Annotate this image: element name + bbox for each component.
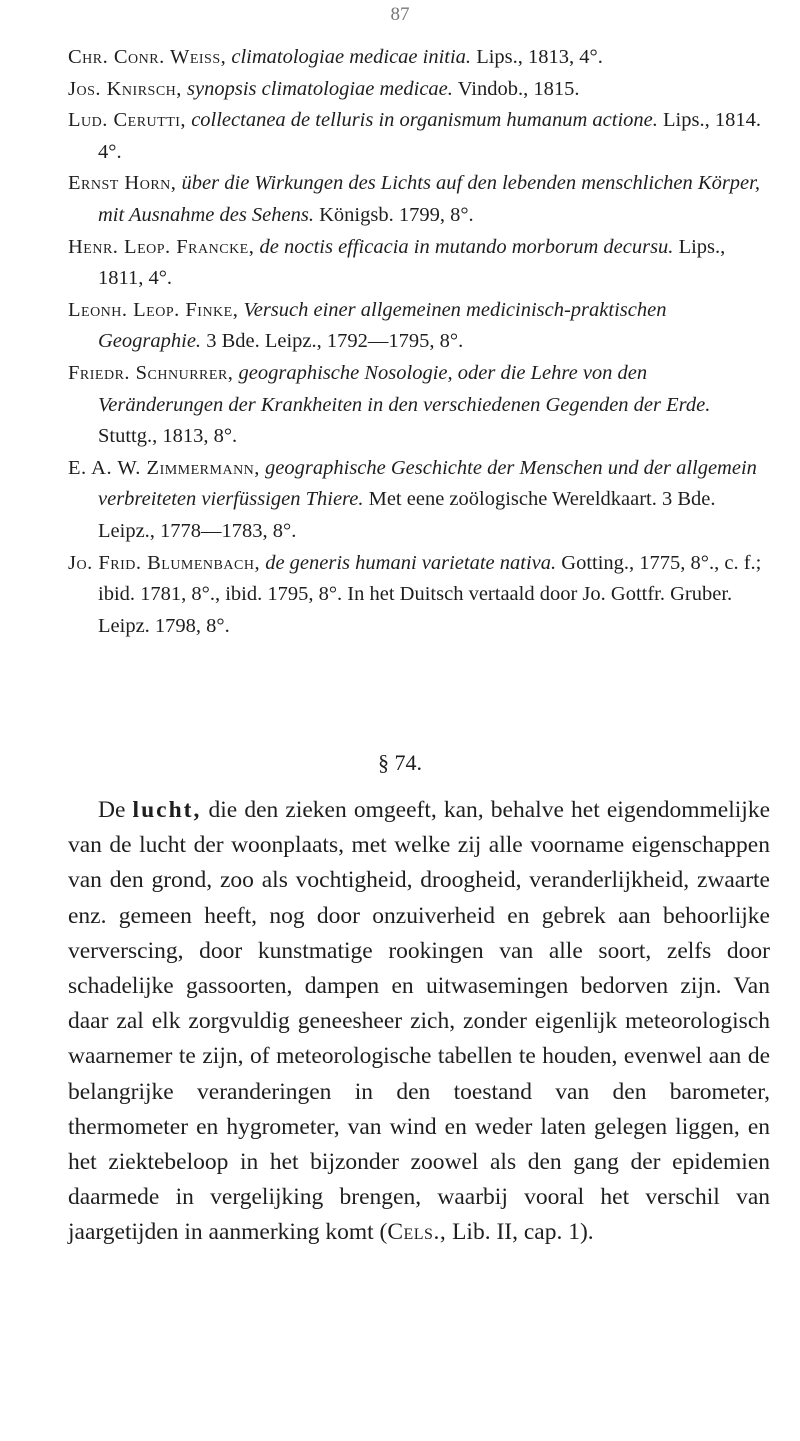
entry-publication: Lips., 1811, 4°.: [98, 235, 726, 290]
entry-title: geographische Geschichte der Menschen und der allgemein verbreiteten vierfüssigen Thiere.: [98, 456, 757, 511]
entry-author: Jo. Frid. Blumenbach,: [68, 551, 261, 574]
paragraph-emphasis: lucht,: [132, 797, 202, 823]
entry-author: Chr. Conr. Weiss,: [68, 46, 227, 68]
paragraph-reference-tail: Lib. II, cap. 1).: [452, 1219, 594, 1246]
entry-publication: Stuttg., 1813, 8°.: [98, 425, 238, 448]
entry-author: E. A. W. Zimmermann,: [68, 456, 260, 479]
entry-title: geographische Nosologie, oder die Lehre von den Veränderungen der Krankheiten in den verschiedenen Gegenden der Erde.: [98, 361, 711, 416]
entry-author: Lud. Cerutti,: [68, 109, 187, 132]
entry-title: über die Wirkungen des Lichts auf den lebenden menschlichen Körper, mit Ausnahme des Sehens.: [98, 172, 760, 226]
bibliography-entry: [68, 295, 768, 358]
bibliography-entry: [68, 453, 768, 548]
paragraph-reference-author: Cels.,: [387, 1219, 447, 1246]
entry-publication: Lips., 1813, 4°.: [476, 46, 603, 68]
entry-author: Leonh. Leop. Finke,: [68, 298, 239, 321]
paragraph-body: die den zieken omgeeft, kan, behalve het eigendommelijke van de lucht der woonplaats, met welke zij alle voorname eigenschappen van den grond, zoo als vochtigheid, droogheid, veranderlijkheid, zwaarte enz. gemeen heeft, nog door onzuiverheid en gebrek aan behoorlijke ververscing, door kunstmatige rookingen van alle soort, zelfs door schadelijke gassoorten, dampen en uitwasemingen bedorven zijn. Van daar zal elk zorgvuldig geneesheer zich, zonder eigenlijk meteorologisch waarnemer te zijn, of meteorologische tabellen te houden, evenwel aan de belangrijke veranderingen in den toestand van den barometer, thermometer en hygrometer, van wind en weder laten gelegen liggen, en het ziektebeloop in het bijzonder zoowel als den gang der epidemien daarmede in vergelijking brengen, waarbij vooral het verschil van jaargetijden in aanmerking komt (: [68, 797, 771, 1246]
bibliography-entry: [68, 232, 768, 295]
entry-publication: Lips., 1814. 4°.: [98, 109, 761, 163]
page-number: 87: [390, 4, 410, 25]
entry-author: Henr. Leop. Francke,: [68, 235, 255, 258]
entry-title: de noctis efficacia in mutando morborum decursu.: [259, 235, 674, 258]
bibliography-entry: [68, 105, 768, 168]
bibliography-entry: [68, 42, 768, 74]
bibliography-list: [68, 42, 768, 642]
bibliography-entry: [68, 168, 768, 231]
entry-title: Versuch einer allgemeinen medicinisch-praktischen Geographie.: [98, 298, 667, 353]
entry-author: Jos. Knirsch,: [68, 77, 182, 100]
entry-publication: 3 Bde. Leipz., 1792—1795, 8°.: [206, 330, 464, 353]
entry-title: de generis humani varietate nativa.: [265, 551, 557, 574]
entry-publication: Gotting., 1775, 8°., c. f.; ibid. 1781, 8°., ibid. 1795, 8°. In het Duitsch vertaald door Jo. Gottfr. Gruber. Leipz. 1798, 8°.: [98, 551, 762, 637]
entry-title: climatologiae medicae initia.: [231, 46, 472, 68]
bibliography-entry: [68, 358, 768, 453]
section-heading: § 74.: [378, 750, 422, 775]
entry-publication: Vindob., 1815.: [457, 77, 580, 100]
entry-author: Friedr. Schnurrer,: [68, 361, 234, 384]
entry-title: collectanea de telluris in organismum humanum actione.: [191, 109, 658, 132]
entry-author: Ernst Horn,: [68, 172, 177, 195]
section-paragraph: [68, 793, 770, 1251]
paragraph-lead-word: De: [98, 797, 126, 823]
bibliography-entry: [68, 548, 768, 643]
entry-publication: Met eene zoölogische Wereldkaart. 3 Bde. Leipz., 1778—1783, 8°.: [98, 488, 716, 542]
entry-title: synopsis climatologiae medicae.: [187, 77, 453, 100]
bibliography-entry: [68, 74, 768, 106]
entry-publication: Königsb. 1799, 8°.: [319, 203, 474, 226]
